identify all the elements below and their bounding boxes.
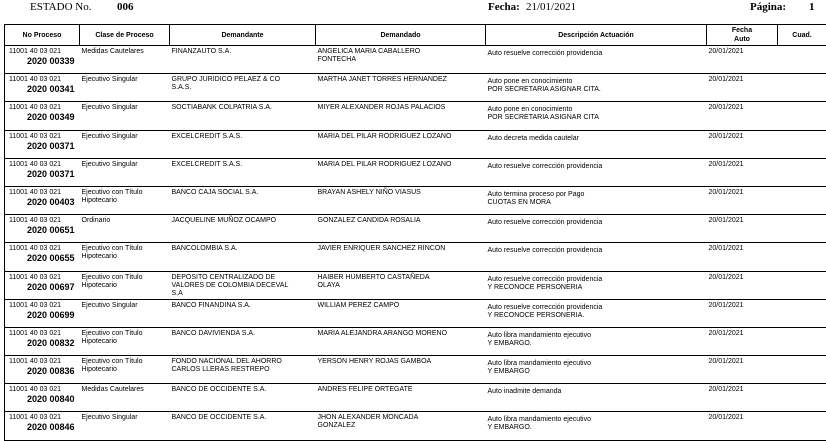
descripcion-cell: Auto resuelve corrección providencia — [486, 46, 707, 74]
clase-cell: Ejecutivo Singular — [80, 74, 170, 102]
proceso-cell — [5, 130, 80, 158]
proceso-number: 2020 00371 — [7, 141, 78, 151]
estado-value: 006 — [117, 1, 134, 13]
demandado-cell: MARIA DEL PILAR RODRIGUEZ LOZANO — [316, 130, 486, 158]
cuad-cell — [778, 74, 826, 102]
clase-cell: Ejecutivo con Título Hipotecario — [80, 327, 170, 355]
estado-table — [4, 24, 826, 441]
demandado-cell: MIYER ALEXANDER ROJAS PALACIOS — [316, 102, 486, 130]
cuad-cell — [778, 271, 826, 299]
proceso-number: 2020 00339 — [7, 56, 78, 66]
demandado-cell: YERSON HENRY ROJAS GAMBOA — [316, 356, 486, 384]
table-row — [5, 384, 826, 412]
col-descripcion: Descripción Actuación — [486, 25, 707, 46]
descripcion-cell: Auto resuelve corrección providencia Y RECONOCE PERSONERIA — [486, 271, 707, 299]
proceso-code: 11001 40 03 021 — [7, 76, 78, 84]
demandante-cell: BANCO FINANDINA S.A. — [170, 299, 316, 327]
clase-cell: Ejecutivo con Título Hipotecario — [80, 356, 170, 384]
fecha-cell: 20/01/2021 — [707, 74, 778, 102]
proceso-number: 2020 00403 — [7, 197, 78, 207]
demandado-cell: ANGELICA MARIA CABALLERO FONTECHA — [316, 46, 486, 74]
table-row — [5, 243, 826, 271]
table-row — [5, 327, 826, 355]
clase-cell: Ejecutivo Singular — [80, 412, 170, 440]
descripcion-cell: Auto resuelve corrección providencia — [486, 243, 707, 271]
fecha-cell: 20/01/2021 — [707, 299, 778, 327]
descripcion-cell: Auto libra mandamiento ejecutivo Y EMBARGO — [486, 356, 707, 384]
proceso-code: 11001 40 03 021 — [7, 245, 78, 253]
demandado-cell: JHON ALEXANDER MONCADA GONZALEZ — [316, 412, 486, 440]
descripcion-cell: Auto termina proceso por Pago CUOTAS EN MORA — [486, 186, 707, 214]
demandado-cell: BRAYAN ASHELY NIÑO VIASUS — [316, 186, 486, 214]
table-row — [5, 46, 826, 74]
table-row — [5, 130, 826, 158]
demandante-cell: FINANZAUTO S.A. — [170, 46, 316, 74]
proceso-cell — [5, 186, 80, 214]
proceso-cell — [5, 271, 80, 299]
proceso-code: 11001 40 03 021 — [7, 358, 78, 366]
proceso-code: 11001 40 03 021 — [7, 133, 78, 141]
demandante-cell: EXCELCREDIT S.A.S. — [170, 130, 316, 158]
fecha-cell: 20/01/2021 — [707, 186, 778, 214]
table-row — [5, 102, 826, 130]
proceso-code: 11001 40 03 021 — [7, 104, 78, 112]
clase-cell: Medidas Cautelares — [80, 46, 170, 74]
table-header-row — [5, 25, 826, 46]
cuad-cell — [778, 412, 826, 440]
cuad-cell — [778, 102, 826, 130]
table-row — [5, 356, 826, 384]
cuad-cell — [778, 327, 826, 355]
table-row — [5, 412, 826, 440]
report-header — [0, 0, 826, 16]
cuad-cell — [778, 186, 826, 214]
descripcion-cell: Auto inadmite demanda — [486, 384, 707, 412]
fecha-cell: 20/01/2021 — [707, 384, 778, 412]
proceso-number: 2020 00836 — [7, 366, 78, 376]
proceso-cell — [5, 327, 80, 355]
clase-cell: Ejecutivo Singular — [80, 102, 170, 130]
proceso-code: 11001 40 03 021 — [7, 274, 78, 282]
proceso-cell — [5, 243, 80, 271]
clase-cell: Ejecutivo Singular — [80, 158, 170, 186]
proceso-cell — [5, 299, 80, 327]
proceso-code: 11001 40 03 021 — [7, 414, 78, 422]
clase-cell: Ejecutivo con Título Hipotecario — [80, 243, 170, 271]
cuad-cell — [778, 46, 826, 74]
proceso-code: 11001 40 03 021 — [7, 217, 78, 225]
table-row — [5, 215, 826, 243]
table-row — [5, 158, 826, 186]
proceso-number: 2020 00846 — [7, 422, 78, 432]
clase-cell: Ejecutivo con Título Hipotecario — [80, 271, 170, 299]
clase-cell: Ejecutivo Singular — [80, 299, 170, 327]
demandado-cell: WILLIAM PEREZ CAMPO — [316, 299, 486, 327]
proceso-number: 2020 00341 — [7, 84, 78, 94]
proceso-cell — [5, 412, 80, 440]
demandado-cell: ANDRES FELIPE ORTEGATE — [316, 384, 486, 412]
demandado-cell: JAVIER ENRIQUER SANCHEZ RINCON — [316, 243, 486, 271]
demandante-cell: GRUPO JURIDICO PELAEZ & CO S.A.S. — [170, 74, 316, 102]
proceso-cell — [5, 102, 80, 130]
proceso-cell — [5, 158, 80, 186]
clase-cell: Medidas Cautelares — [80, 384, 170, 412]
fecha-cell: 20/01/2021 — [707, 130, 778, 158]
demandado-cell: MARIA DEL PILAR RODRIGUEZ LOZANO — [316, 158, 486, 186]
demandante-cell: BANCO DE OCCIDENTE S.A. — [170, 412, 316, 440]
descripcion-cell: Auto resuelve corrección providencia Y RECONOCE PERSONERIA. — [486, 299, 707, 327]
table-row — [5, 186, 826, 214]
cuad-cell — [778, 356, 826, 384]
proceso-number: 2020 00349 — [7, 112, 78, 122]
demandante-cell: EXCELCREDIT S.A.S. — [170, 158, 316, 186]
fecha-value: 21/01/2021 — [526, 1, 576, 13]
demandante-cell: DEPOSITO CENTRALIZADO DE VALORES DE COLOMBIA DECEVAL S.A — [170, 271, 316, 299]
demandante-cell: FONDO NACIONAL DEL AHORRO CARLOS LLERAS RESTREPO — [170, 356, 316, 384]
col-demandado: Demandado — [316, 25, 486, 46]
proceso-code: 11001 40 03 021 — [7, 302, 78, 310]
fecha-cell: 20/01/2021 — [707, 271, 778, 299]
table-row — [5, 299, 826, 327]
clase-cell: Ordinario — [80, 215, 170, 243]
proceso-number: 2020 00651 — [7, 225, 78, 235]
proceso-code: 11001 40 03 021 — [7, 330, 78, 338]
proceso-code: 11001 40 03 021 — [7, 48, 78, 56]
table-row — [5, 74, 826, 102]
fecha-cell: 20/01/2021 — [707, 46, 778, 74]
fecha-cell: 20/01/2021 — [707, 327, 778, 355]
proceso-number: 2020 00840 — [7, 394, 78, 404]
fecha-cell: 20/01/2021 — [707, 215, 778, 243]
demandante-cell: BANCO DAVIVIENDA S.A. — [170, 327, 316, 355]
descripcion-cell: Auto libra mandamiento ejecutivo Y EMBARGO. — [486, 412, 707, 440]
cuad-cell — [778, 299, 826, 327]
cuad-cell — [778, 215, 826, 243]
proceso-number: 2020 00655 — [7, 253, 78, 263]
cuad-cell — [778, 158, 826, 186]
fecha-cell: 20/01/2021 — [707, 243, 778, 271]
col-fecha-auto: Fecha Auto — [707, 25, 778, 46]
proceso-number: 2020 00832 — [7, 338, 78, 348]
proceso-cell — [5, 74, 80, 102]
demandante-cell: JACQUELINE MUÑOZ OCAMPO — [170, 215, 316, 243]
col-no-proceso: No Proceso — [5, 25, 80, 46]
descripcion-cell: Auto pone en conocimiento POR SECRETARIA ASIGNAR CITA — [486, 102, 707, 130]
proceso-cell — [5, 215, 80, 243]
demandante-cell: BANCO DE OCCIDENTE S.A. — [170, 384, 316, 412]
proceso-cell — [5, 46, 80, 74]
fecha-cell: 20/01/2021 — [707, 102, 778, 130]
fecha-cell: 20/01/2021 — [707, 356, 778, 384]
demandado-cell: MARIA ALEJANDRA ARANGO MORENO — [316, 327, 486, 355]
proceso-number: 2020 00699 — [7, 310, 78, 320]
table-row — [5, 271, 826, 299]
cuad-cell — [778, 243, 826, 271]
demandado-cell: MARTHA JANET TORRES HERNANDEZ — [316, 74, 486, 102]
estado-label: ESTADO No. — [30, 1, 91, 13]
descripcion-cell: Auto pone en conocimiento POR SECRETARIA ASIGNAR CITA. — [486, 74, 707, 102]
demandante-cell: BANCO CAJA SOCIAL S.A. — [170, 186, 316, 214]
descripcion-cell: Auto libra mandamiento ejecutivo Y EMBARGO. — [486, 327, 707, 355]
proceso-code: 11001 40 03 021 — [7, 189, 78, 197]
clase-cell: Ejecutivo Singular — [80, 130, 170, 158]
proceso-code: 11001 40 03 021 — [7, 161, 78, 169]
descripcion-cell: Auto resuelve corrección providencia — [486, 215, 707, 243]
clase-cell: Ejecutivo con Título Hipotecario — [80, 186, 170, 214]
fecha-cell: 20/01/2021 — [707, 412, 778, 440]
col-cuad: Cuad. — [778, 25, 826, 46]
proceso-cell — [5, 384, 80, 412]
pagina-value: 1 — [809, 1, 815, 13]
descripcion-cell: Auto decreta medida cautelar — [486, 130, 707, 158]
demandado-cell: GONZALEZ CANDIDA ROSALIA — [316, 215, 486, 243]
cuad-cell — [778, 130, 826, 158]
proceso-number: 2020 00371 — [7, 169, 78, 179]
descripcion-cell: Auto resuelve corrección providencia — [486, 158, 707, 186]
col-clase: Clase de Proceso — [80, 25, 170, 46]
table-body — [5, 46, 826, 441]
cuad-cell — [778, 384, 826, 412]
proceso-cell — [5, 356, 80, 384]
col-demandante: Demandante — [170, 25, 316, 46]
demandante-cell: BANCOLOMBIA S.A. — [170, 243, 316, 271]
fecha-label: Fecha: — [488, 1, 520, 13]
demandado-cell: HAIBER HUMBERTO CASTAÑEDA OLAYA — [316, 271, 486, 299]
proceso-code: 11001 40 03 021 — [7, 386, 78, 394]
fecha-cell: 20/01/2021 — [707, 158, 778, 186]
proceso-number: 2020 00697 — [7, 282, 78, 292]
demandante-cell: SOCTIABANK COLPATRIA S.A. — [170, 102, 316, 130]
pagina-label: Página: — [750, 1, 786, 13]
